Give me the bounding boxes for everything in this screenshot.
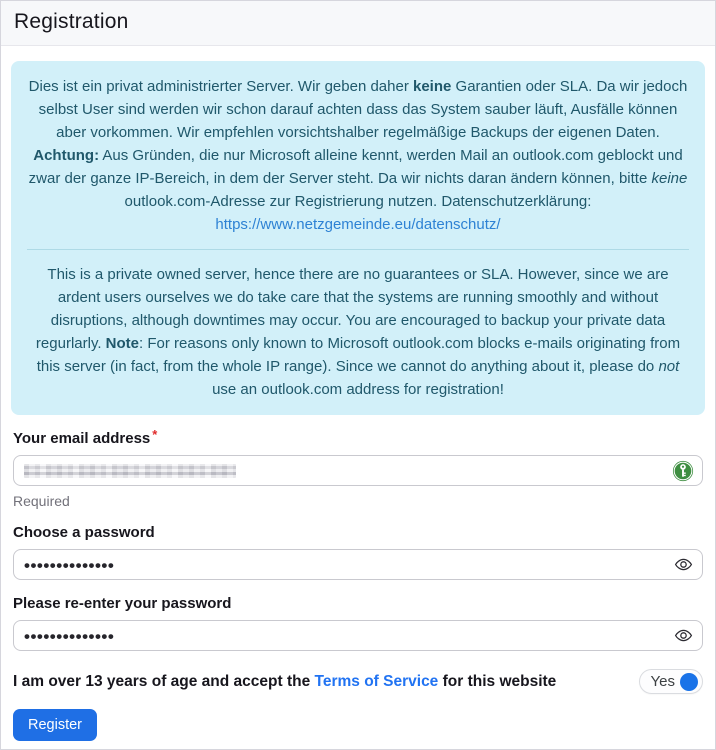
email-input[interactable]: [13, 455, 703, 486]
redacted-email-value: [24, 464, 236, 478]
page-title: Registration: [14, 10, 129, 33]
required-asterisk: *: [152, 427, 158, 442]
datenschutz-link[interactable]: https://www.netzgemeinde.eu/datenschutz/: [215, 216, 501, 233]
password-confirm-label: Please re-enter your password: [13, 595, 232, 612]
toggle-label: Yes: [650, 673, 675, 690]
notice-divider: [27, 249, 689, 250]
email-field-group: [13, 427, 703, 509]
email-helper: Required: [13, 493, 70, 509]
terms-row: [13, 669, 703, 694]
password-label: Choose a password: [13, 524, 155, 541]
server-notice: [11, 61, 705, 415]
password-confirm-field-group: [13, 595, 703, 651]
email-label-text: Your email address: [13, 430, 151, 447]
toggle-knob: [680, 673, 698, 691]
eye-icon[interactable]: [671, 553, 695, 577]
register-button[interactable]: Register: [13, 709, 97, 741]
password-masked-value: ••••••••••••••: [24, 555, 115, 575]
password-confirm-masked-value: ••••••••••••••: [24, 626, 115, 646]
password-confirm-input[interactable]: [13, 620, 703, 651]
terms-statement: I am over 13 years of age and accept the Terms of Service for this website: [13, 672, 557, 690]
terms-of-service-link[interactable]: Terms of Service: [314, 672, 439, 690]
email-label: [13, 427, 703, 447]
keepassxc-icon[interactable]: [671, 459, 695, 483]
eye-icon[interactable]: [671, 624, 695, 648]
registration-form: [1, 46, 715, 741]
notice-english: This is a private owned server, hence there are no guarantees or SLA. However, since we are ardent users ourselves we do take care that the systems are running smoothly and without disruptions, although downtimes may occur. You are encouraged to backup your private data regurlarly. Note: For reasons only known to Microsoft outlook.com blocks e-mails originating from this server (in fact, from the whole IP range). Since we cannot do anything about it, please do not use an outlook.com address for registration!: [35, 266, 681, 398]
notice-german: Dies ist ein privat administrierter Server. Wir geben daher keine Garantien oder SLA. Da wir jedoch selbst User sind werden wir schon darauf achten dass das System sauber läuft, Ausfälle können aber vorkommen. Wir empfehlen vorsichtshalber regelmäßige Backups der eigenen Daten. Achtung: Aus Gründen, die nur Microsoft alleine kennt, werden Mail an outlook.com geblockt und zwar der ganze IP-Bereich, in dem der Server steht. Da wir nichts daran ändern können, bitte keine outlook.com-Adresse zur Registrierung nutzen. Datenschutzerklärung: https://www.netzgemeinde.eu/datenschutz/: [28, 78, 688, 233]
age-consent-toggle[interactable]: [639, 669, 703, 694]
page-header: [1, 1, 715, 46]
password-field-group: [13, 524, 703, 580]
password-input[interactable]: [13, 549, 703, 580]
